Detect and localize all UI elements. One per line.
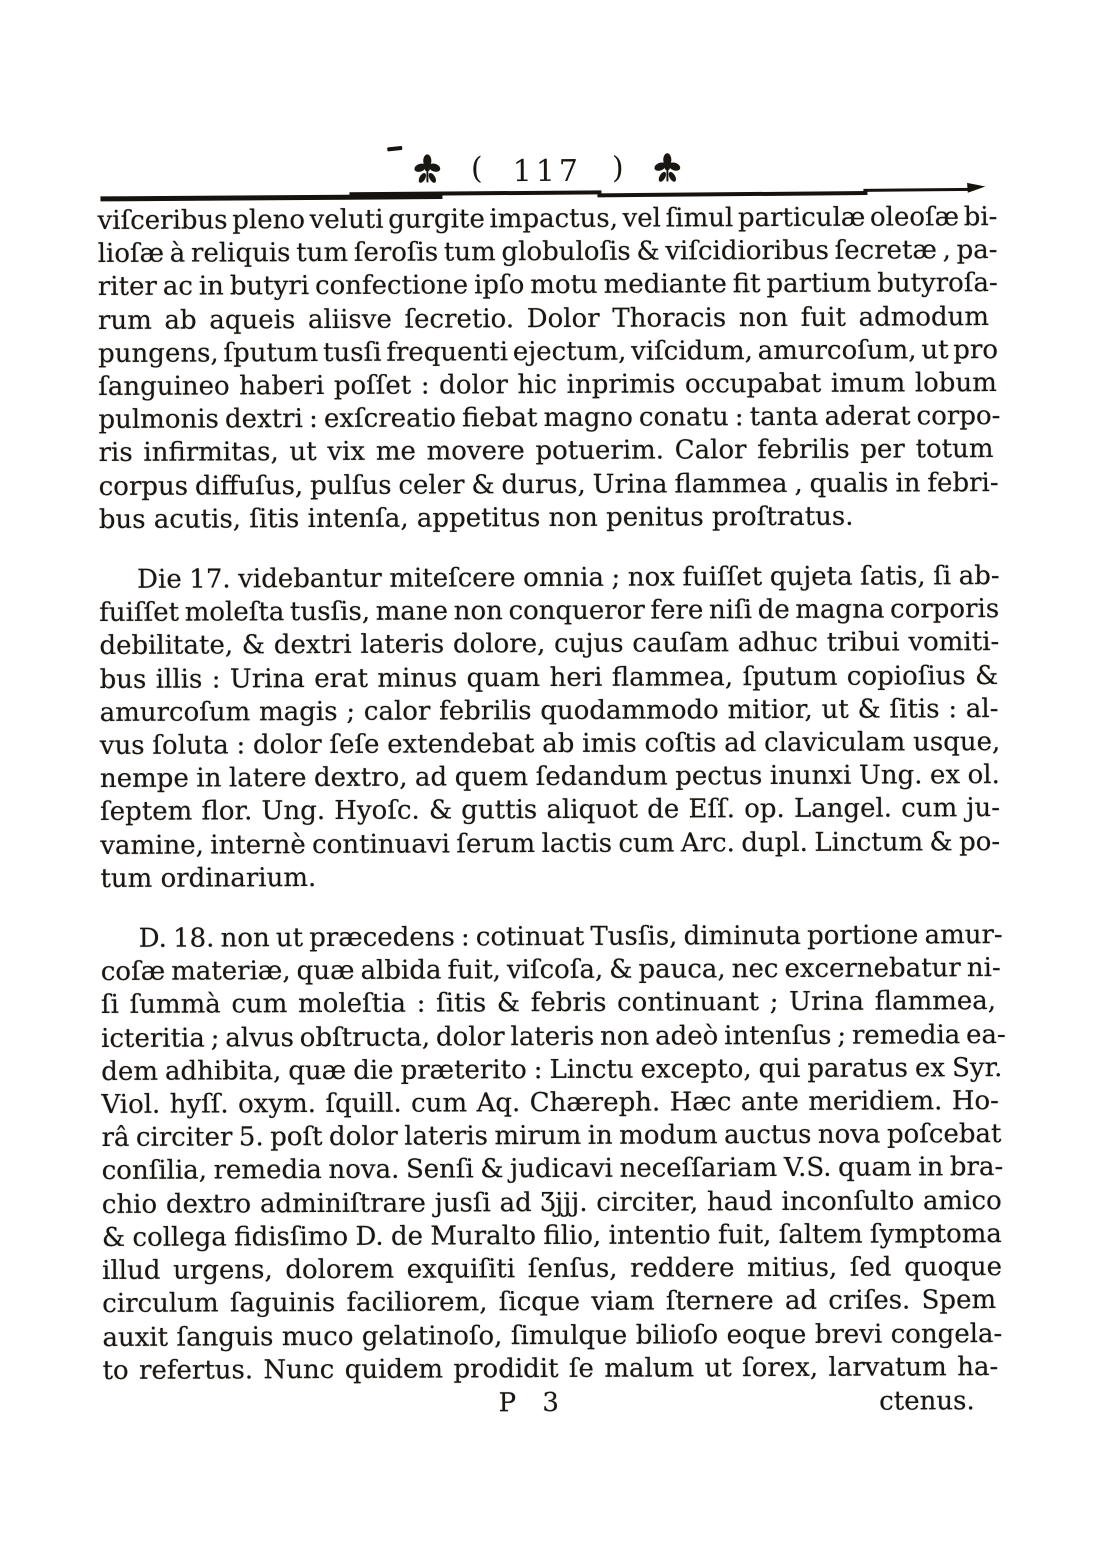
fleuron-icon bbox=[413, 153, 441, 187]
text-line: Viol. hyſſ. oxym. ſquill. cum Aq. Chæreph. Hæc ante meridiem. Ho- bbox=[101, 1086, 999, 1121]
fleuron-icon bbox=[654, 152, 682, 186]
text-line: coſæ materiæ, quæ albida fuit, viſcoſa, & pauca, nec excernebatur ni- bbox=[100, 953, 1001, 988]
text-line: fuiſſet moleſta tusſis, mane non conqueror fere niſi de magna corporis bbox=[99, 594, 1000, 629]
text-line: râ circiter 5. poſt dolor lateris mirum in modum auctus nova poſcebat bbox=[101, 1119, 1002, 1154]
text-line: rum ab aqueis aliisve ſecretio. Dolor Thoracis non fuit admodum bbox=[97, 301, 990, 336]
paragraph-1 bbox=[97, 201, 1001, 537]
text-line: & collega fidisſimo D. de Muralto filio, intentio fuit, ſaltem ſymptoma bbox=[101, 1218, 1002, 1253]
text-line: pulmonis dextri : exſcreatio fiebat magno conatu : tanta aderat corpo- bbox=[98, 401, 1001, 436]
text-line: ſanguineo haberi poſſet : dolor hic inprimis occupabat imum lobum bbox=[98, 368, 997, 402]
text-line: to refertus. Nunc quidem prodidit ſe malum ut ſorex, larvatum ha- bbox=[102, 1351, 999, 1386]
text-line: auxit ſanguis muco gelatinoſo, ſimulque bilioſo eoque brevi congela- bbox=[102, 1318, 1003, 1353]
text-line: Die 17. videbantur miteſcere omnia ; nox fuiſſet qujeta ſatis, ſi ab- bbox=[137, 561, 1000, 595]
text-line: ris infirmitas, ut vix me movere potuerim. Calor febrilis per totum bbox=[98, 434, 994, 469]
text-line: vamine, internè continuavi ſerum lactis cum Arc. dupl. Linctum & po- bbox=[100, 826, 1001, 861]
text-line: chio dextro adminiſtrare jusſi ad Ʒjjj. circiter, haud inconſulto amico bbox=[101, 1185, 1002, 1220]
text-line: dem adhibita, quæ die præterito : Linctu excepto, qui paratus ex Syr. bbox=[101, 1052, 1003, 1087]
text-line: ſi ſummà cum moleſtia : ſitis & febris continuant ; Urina flammea, bbox=[100, 986, 997, 1021]
text-line: vus ſoluta : dolor ſeſe extendebat ab imis coſtis ad claviculam usque, bbox=[99, 727, 1001, 762]
text-line: icteritia ; alvus obſtructa, dolor lateris non adeò intenſus ; remedia ea- bbox=[101, 1019, 1006, 1054]
text-line: conſilia, remedia nova. Senſi & judicavi neceſſariam V.S. quam in bra- bbox=[101, 1152, 1004, 1187]
text-line: bus acutis, ſitis intenſa, appetitus non penitus proſtratus. bbox=[98, 501, 854, 535]
text-line: circulum ſaguinis faciliorem, ſicque viam ſternere ad criſes. Spem bbox=[102, 1285, 997, 1320]
text-line: ſeptem flor. Ung. Hyoſc. & guttis aliquot de Eſſ. op. Langel. cum ju- bbox=[100, 793, 1001, 828]
header-rule bbox=[0, 0, 1097, 2]
text-line: tum ordinarium. bbox=[100, 862, 317, 894]
catchword: ctenus. bbox=[879, 1386, 975, 1417]
page-number: 117 bbox=[512, 153, 583, 189]
text-line: illud urgens, dolorem exquiſiti ſenſus, reddere mitius, ſed quoque bbox=[102, 1252, 1003, 1287]
header-open-paren: ( bbox=[470, 150, 483, 186]
text-line: lioſæ à reliquis tum ſeroſis tum globuloſis & viſcidioribus ſecretæ , pa- bbox=[97, 235, 998, 270]
page-footer bbox=[103, 1385, 1003, 1423]
text-line: nempe in latere dextro, ad quem ſedandum pectus inunxi Ung. ex ol. bbox=[99, 760, 1000, 795]
text-line: corpus diffuſus, pulſus celer & durus, Urina flammea , qualis in febri- bbox=[98, 467, 999, 502]
paragraph-3 bbox=[100, 919, 1006, 1388]
text-line: debilitate, & dextri lateris dolore, cujus cauſam adhuc tribui vomiti- bbox=[99, 627, 1000, 662]
rule-flourish bbox=[967, 181, 986, 192]
text-line: viſceribus pleno veluti gurgite impactus, vel ſimul particulæ oleoſæ bi- bbox=[97, 202, 998, 236]
text-line: D. 18. non ut præcedens : cotinuat Tusſis, diminuta portione amur- bbox=[138, 920, 1003, 954]
text-line: amurcoſum magis ; calor febrilis quodammodo mitior, ut & ſitis : al- bbox=[99, 693, 999, 728]
signature-mark: P 3 bbox=[498, 1387, 559, 1419]
text-line: pungens, ſputum tusſi frequenti ejectum, viſcidum, amurcoſum, ut pro bbox=[98, 334, 999, 369]
page-header bbox=[97, 144, 997, 196]
text-line: bus illis : Urina erat minus quam heri flammea, ſputum copioſius & bbox=[99, 660, 999, 695]
text-line: riter ac in butyri confectione ipſo motu mediante fit partium butyroſa- bbox=[97, 268, 998, 303]
text-column bbox=[97, 201, 1006, 1423]
paragraph-2 bbox=[99, 560, 1000, 896]
header-close-paren: ) bbox=[611, 150, 624, 186]
